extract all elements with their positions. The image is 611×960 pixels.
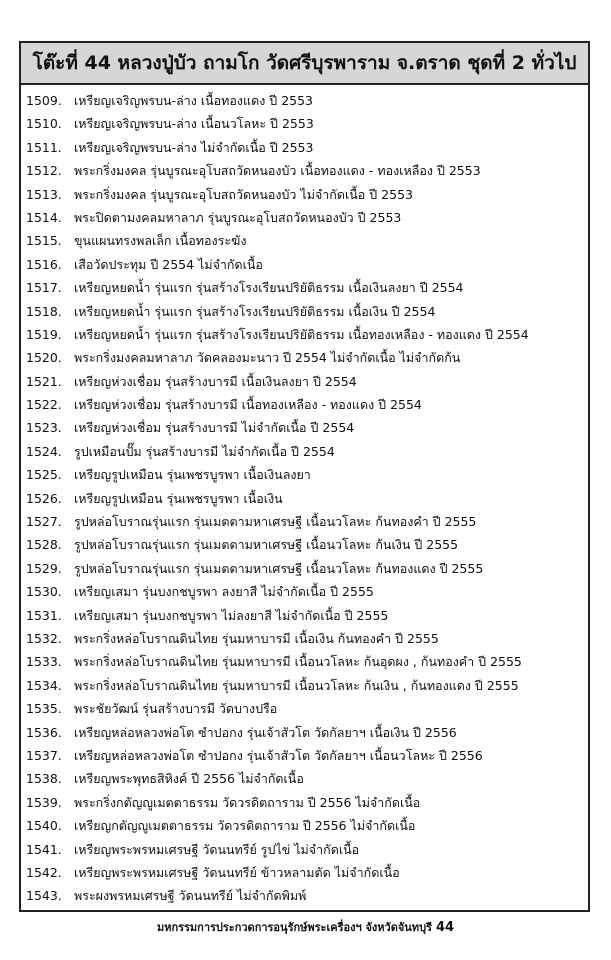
- list-item: [26, 814, 586, 837]
- footer-text: มหกรรมการประกวดการอนุรักษ์พระเครื่องฯ จังหวัดจันทบุรี: [156, 921, 432, 934]
- list-item: [26, 580, 586, 603]
- item-number: 1536.: [26, 724, 62, 740]
- item-number: 1542.: [26, 864, 62, 880]
- table-header: [19, 41, 590, 85]
- item-text: เหรียญห่วงเชื่อม รุ่นสร้างบารมี ไม่จำกัดเนื้อ ปี 2554: [74, 420, 355, 436]
- item-text: พระชัยวัฒน์ รุ่นสร้างบารมี วัดบางปรือ: [74, 701, 278, 717]
- list-item: [26, 136, 586, 159]
- item-number: 1518.: [26, 303, 62, 319]
- item-number: 1534.: [26, 677, 62, 693]
- item-number: 1530.: [26, 584, 62, 600]
- list-item: [26, 206, 586, 229]
- item-number: 1513.: [26, 186, 62, 202]
- list-item: [26, 370, 586, 393]
- item-number: 1514.: [26, 209, 62, 225]
- item-number: 1524.: [26, 443, 62, 459]
- item-number: 1537.: [26, 747, 62, 763]
- item-number: 1543.: [26, 888, 62, 904]
- item-text: เหรียญเสมา รุ่นบงกชบูรพา ไม่ลงยาสี ไม่จำกัดเนื้อ ปี 2555: [74, 607, 389, 623]
- list-item: [26, 533, 586, 556]
- item-text: เหรียญหล่อหลวงพ่อโต ซำปอกง รุ่นเจ้าสัวโต วัดกัลยาฯ เนื้อเงิน ปี 2556: [74, 724, 457, 740]
- item-text: พระผงพรหมเศรษฐี วัดนนทรีย์ ไม่จำกัดพิมพ์: [74, 888, 307, 904]
- item-text: เหรียญพระพรหมเศรษฐี วัดนนทรีย์ รูปไข่ ไม่จำกัดเนื้อ: [74, 841, 360, 857]
- item-text: รูปเหมือนปั๊ม รุ่นสร้างบารมี ไม่จำกัดเนื้อ ปี 2554: [74, 443, 335, 459]
- item-number: 1538.: [26, 771, 62, 787]
- item-text: เหรียญรูปเหมือน รุ่นเพชรบูรพา เนื้อเงิน: [74, 490, 283, 506]
- item-text: พระกริ่งกตัญญูเมตตาธรรม วัดวรดิตถาราม ปี 2556 ไม่จำกัดเนื้อ: [74, 794, 421, 810]
- item-text: เหรียญหล่อหลวงพ่อโต ซำปอกง รุ่นเจ้าสัวโต วัดกัลยาฯ เนื้อนวโลหะ ปี 2556: [74, 747, 483, 763]
- list-item: [26, 440, 586, 463]
- amulet-list: [26, 89, 586, 908]
- item-text: ขุนแผนทรงพลเล็ก เนื้อทองระฆัง: [74, 233, 247, 249]
- item-number: 1526.: [26, 490, 62, 506]
- item-text: เหรียญเสมา รุ่นบงกชบูรพา ลงยาสี ไม่จำกัดเนื้อ ปี 2555: [74, 584, 374, 600]
- item-number: 1525.: [26, 467, 62, 483]
- item-text: รูปหล่อโบราณรุ่นแรก รุ่นเมตตามหาเศรษฐี เนื้อนวโลหะ ก้นทองคำ ปี 2555: [74, 514, 477, 530]
- list-item: [26, 416, 586, 439]
- list-item: [26, 253, 586, 276]
- item-number: 1517.: [26, 280, 62, 296]
- list-item: [26, 229, 586, 252]
- list-item: [26, 393, 586, 416]
- list-item: [26, 767, 586, 790]
- item-number: 1532.: [26, 630, 62, 646]
- item-text: พระกริ่งมงคลมหาลาภ วัดคลองมะนาว ปี 2554 ไม่จำกัดเนื้อ ไม่จำกัดก้น: [74, 350, 461, 366]
- item-text: รูปหล่อโบราณรุ่นแรก รุ่นเมตตามหาเศรษฐี เนื้อนวโลหะ ก้นทองแดง ปี 2555: [74, 560, 484, 576]
- list-item: [26, 323, 586, 346]
- item-number: 1528.: [26, 537, 62, 553]
- list-item: [26, 557, 586, 580]
- list-item: [26, 744, 586, 767]
- item-number: 1541.: [26, 841, 62, 857]
- list-item: [26, 838, 586, 861]
- list-item: [26, 674, 586, 697]
- item-text: เหรียญหยดน้ำ รุ่นแรก รุ่นสร้างโรงเรียนปริยัติธรรม เนื้อเงินลงยา ปี 2554: [74, 280, 464, 296]
- list-item: [26, 650, 586, 673]
- item-text: พระกริ่งมงคล รุ่นบูรณะอุโบสถวัดหนองบัว เนื้อทองแดง - ทองเหลือง ปี 2553: [74, 163, 481, 179]
- item-text: รูปหล่อโบราณรุ่นแรก รุ่นเมตตามหาเศรษฐี เนื้อนวโลหะ ก้นเงิน ปี 2555: [74, 537, 459, 553]
- item-number: 1510.: [26, 116, 62, 132]
- item-number: 1512.: [26, 163, 62, 179]
- list-item: [26, 89, 586, 112]
- list-item: [26, 463, 586, 486]
- item-text: เหรียญเจริญพรบน-ล่าง เนื้อนวโลหะ ปี 2553: [74, 116, 314, 132]
- item-text: เหรียญพระพุทธสิหิงค์ ปี 2556 ไม่จำกัดเนื้อ: [74, 771, 304, 787]
- item-text: เสือวัดประทุม ปี 2554 ไม่จำกัดเนื้อ: [74, 256, 263, 272]
- list-item: [26, 861, 586, 884]
- item-text: พระกริ่งมงคล รุ่นบูรณะอุโบสถวัดหนองบัว ไม่จำกัดเนื้อ ปี 2553: [74, 186, 413, 202]
- item-text: พระกริ่งหล่อโบราณดินไทย รุ่นมหาบารมี เนื้อเงิน ก้นทองคำ ปี 2555: [74, 630, 439, 646]
- item-number: 1519.: [26, 326, 62, 342]
- list-item: [26, 112, 586, 135]
- header-title: โต๊ะที่ 44 หลวงปู่บัว ถามโก วัดศรีบุรพาราม จ.ตราด ชุดที่ 2 ทั่วไป: [32, 52, 577, 74]
- item-number: 1522.: [26, 397, 62, 413]
- list-item: [26, 159, 586, 182]
- item-text: เหรียญพระพรหมเศรษฐี วัดนนทรีย์ ข้าวหลามตัด ไม่จำกัดเนื้อ: [74, 864, 400, 880]
- item-number: 1531.: [26, 607, 62, 623]
- item-text: เหรียญหยดน้ำ รุ่นแรก รุ่นสร้างโรงเรียนปริยัติธรรม เนื้อเงิน ปี 2554: [74, 303, 436, 319]
- item-number: 1523.: [26, 420, 62, 436]
- list-item: [26, 183, 586, 206]
- page-number: 44: [435, 920, 455, 935]
- list-item: [26, 510, 586, 533]
- item-number: 1511.: [26, 139, 62, 155]
- item-text: พระกริ่งหล่อโบราณดินไทย รุ่นมหาบารมี เนื้อนวโลหะ ก้นอุดผง , ก้นทองคำ ปี 2555: [74, 654, 522, 670]
- item-number: 1527.: [26, 514, 62, 530]
- list-item: [26, 791, 586, 814]
- item-number: 1535.: [26, 701, 62, 717]
- item-number: 1540.: [26, 818, 62, 834]
- item-text: เหรียญห่วงเชื่อม รุ่นสร้างบารมี เนื้อเงินลงยา ปี 2554: [74, 373, 357, 389]
- list-item: [26, 346, 586, 369]
- item-number: 1539.: [26, 794, 62, 810]
- list-item: [26, 276, 586, 299]
- item-text: พระปิดตามงคลมหาลาภ รุ่นบูรณะอุโบสถวัดหนองบัว ปี 2553: [74, 209, 402, 225]
- item-number: 1521.: [26, 373, 62, 389]
- item-text: เหรียญเจริญพรบน-ล่าง ไม่จำกัดเนื้อ ปี 2553: [74, 139, 314, 155]
- list-item: [26, 884, 586, 907]
- list-item: [26, 721, 586, 744]
- item-number: 1529.: [26, 560, 62, 576]
- list-item: [26, 300, 586, 323]
- item-number: 1520.: [26, 350, 62, 366]
- item-text: เหรียญรูปเหมือน รุ่นเพชรบูรพา เนื้อเงินลงยา: [74, 467, 311, 483]
- list-item: [26, 487, 586, 510]
- page-footer: [0, 918, 611, 936]
- list-item: [26, 697, 586, 720]
- item-number: 1515.: [26, 233, 62, 249]
- item-text: เหรียญเจริญพรบน-ล่าง เนื้อทองแดง ปี 2553: [74, 93, 314, 108]
- item-text: เหรียญหยดน้ำ รุ่นแรก รุ่นสร้างโรงเรียนปริยัติธรรม เนื้อทองเหลือง - ทองแดง ปี 2554: [74, 326, 529, 342]
- list-item: [26, 627, 586, 650]
- item-number: 1509.: [26, 93, 62, 108]
- item-text: เหรียญห่วงเชื่อม รุ่นสร้างบารมี เนื้อทองเหลือง - ทองแดง ปี 2554: [74, 397, 422, 413]
- item-text: เหรียญกตัญญูเมตตาธรรม วัดวรดิตถาราม ปี 2556 ไม่จำกัดเนื้อ: [74, 818, 416, 834]
- item-number: 1533.: [26, 654, 62, 670]
- list-item: [26, 604, 586, 627]
- item-text: พระกริ่งหล่อโบราณดินไทย รุ่นมหาบารมี เนื้อนวโลหะ ก้นเงิน , ก้นทองแดง ปี 2555: [74, 677, 519, 693]
- item-number: 1516.: [26, 256, 62, 272]
